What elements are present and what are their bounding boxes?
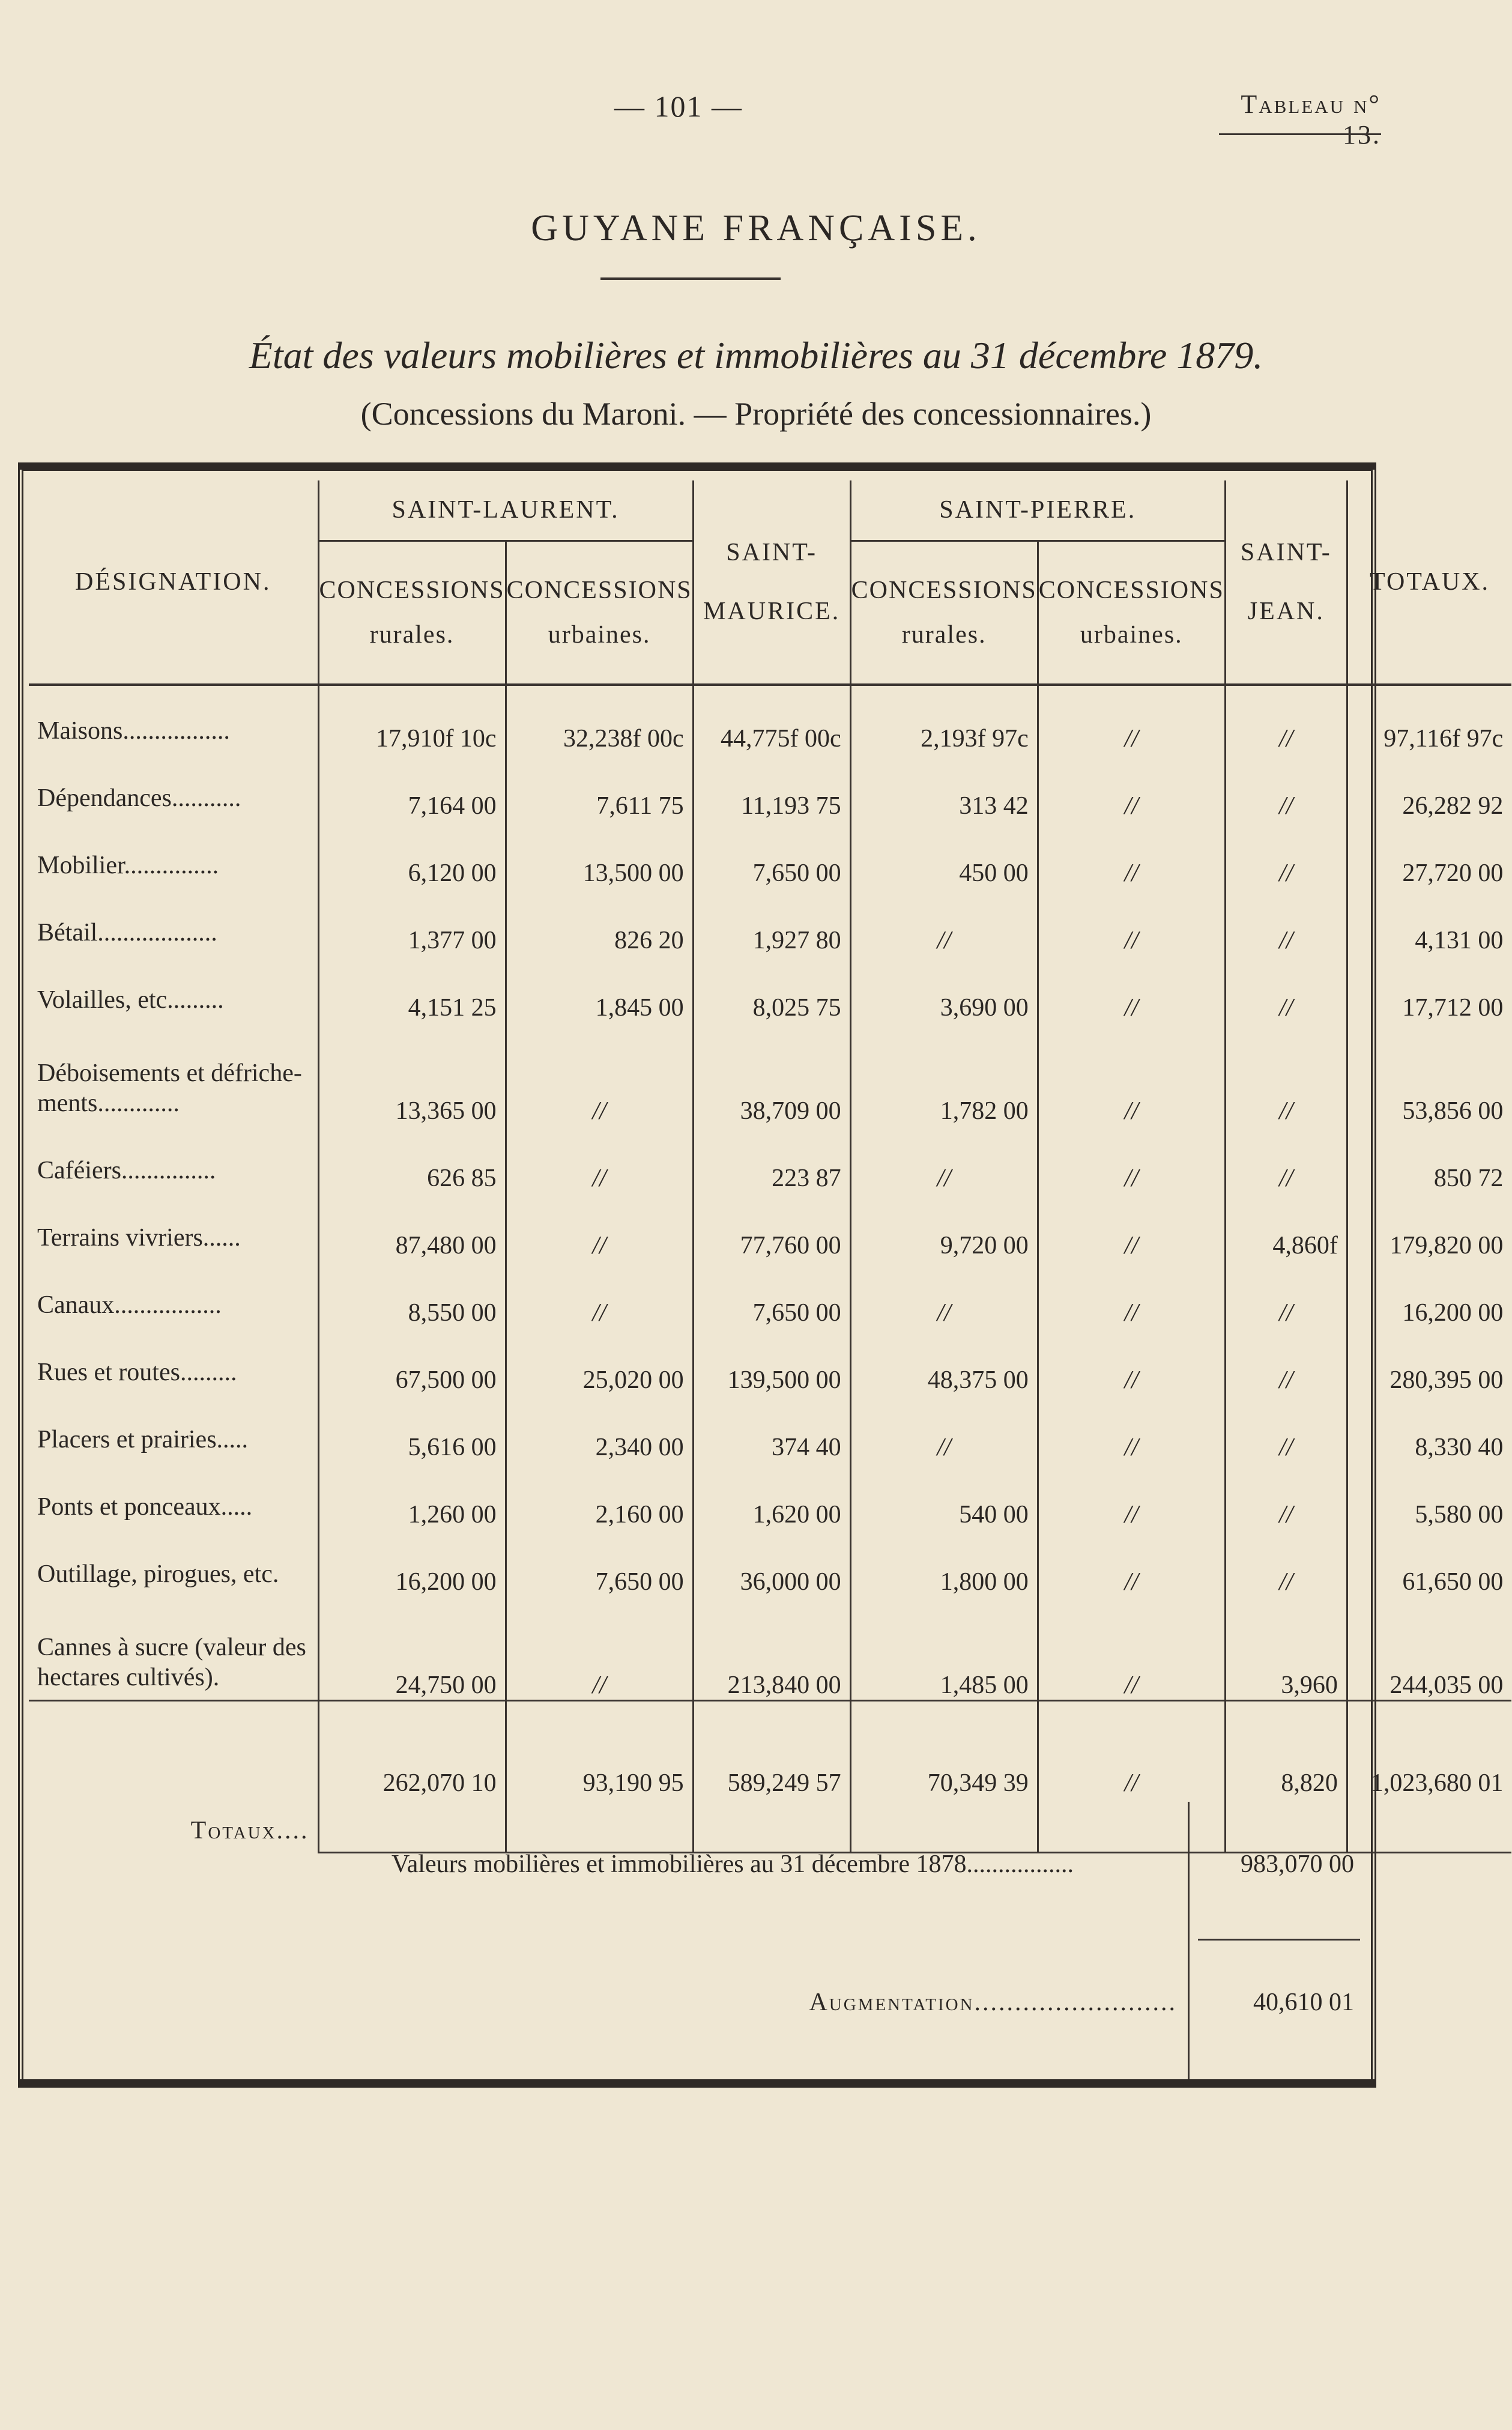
cell: 1,927 80 [693, 888, 850, 955]
cell: 1,023,680 01 [1347, 1701, 1511, 1853]
row-label: Ponts et ponceaux..... [37, 1493, 253, 1521]
table-row [29, 1327, 1511, 1395]
cell: // [1225, 753, 1347, 820]
cell: // [1038, 1529, 1225, 1596]
cell: // [1225, 820, 1347, 888]
cell: // [1038, 1193, 1225, 1260]
cell: 5,580 00 [1347, 1462, 1511, 1529]
cell: 16,200 00 [1347, 1260, 1511, 1327]
cell: 4,860f [1225, 1193, 1347, 1260]
cell: 626 85 [318, 1126, 506, 1193]
table-row [29, 753, 1511, 820]
row-label: Outillage, pirogues, etc. [37, 1560, 279, 1588]
cell: 3,960 [1225, 1596, 1347, 1701]
sp-urbaines-header-1: CONCESSIONS [1038, 576, 1224, 604]
table-row [29, 1529, 1511, 1596]
cell: // [850, 888, 1038, 955]
row-label: Mobilier............... [37, 852, 219, 879]
page-title: GUYANE FRANÇAISE. [531, 208, 981, 249]
table-row [29, 1395, 1511, 1462]
sl-urbaines-header-1: CONCESSIONS [506, 576, 692, 604]
cell: // [506, 1260, 693, 1327]
cell: 139,500 00 [693, 1327, 850, 1395]
cell: // [1038, 888, 1225, 955]
cell: // [1038, 1260, 1225, 1327]
table-row [29, 685, 1511, 753]
cell: 38,709 00 [693, 1022, 850, 1126]
cell: 1,782 00 [850, 1022, 1038, 1126]
augmentation-value: 40,610 01 [1253, 1989, 1354, 2016]
saint-pierre-header: SAINT-PIERRE. [850, 480, 1225, 541]
cell: // [1038, 1462, 1225, 1529]
prev-year-value: 983,070 00 [1241, 1850, 1354, 1878]
cell: 26,282 92 [1347, 753, 1511, 820]
cell: // [850, 1260, 1038, 1327]
cell: // [1225, 888, 1347, 955]
sl-urbaines-header-2: urbaines. [548, 620, 651, 649]
cell: 17,910f 10c [318, 685, 506, 753]
cell: 8,330 40 [1347, 1395, 1511, 1462]
prev-year-label: Valeurs mobilières et immobilières au 31 décembre 1878................. [391, 1850, 1074, 1878]
cell: // [850, 1395, 1038, 1462]
cell: 13,500 00 [506, 820, 693, 888]
cell: // [1225, 1462, 1347, 1529]
cell: 223 87 [693, 1126, 850, 1193]
cell: 2,193f 97c [850, 685, 1038, 753]
cell: 25,020 00 [506, 1327, 693, 1395]
sp-rurales-header [850, 541, 1038, 685]
row-label: Rues et routes......... [37, 1359, 237, 1386]
cell: 7,650 00 [693, 820, 850, 888]
cell: 16,200 00 [318, 1529, 506, 1596]
cell: 1,800 00 [850, 1529, 1038, 1596]
sp-urbaines-header [1038, 541, 1225, 685]
title-rule [600, 277, 781, 280]
cell: 8,820 [1225, 1701, 1347, 1853]
table-row [29, 1260, 1511, 1327]
cell: 7,611 75 [506, 753, 693, 820]
sl-rurales-header-1: CONCESSIONS [319, 576, 505, 604]
cell: 27,720 00 [1347, 820, 1511, 888]
cell: 4,151 25 [318, 955, 506, 1022]
cell: 262,070 10 [318, 1701, 506, 1853]
cell: 53,856 00 [1347, 1022, 1511, 1126]
cell: // [1225, 685, 1347, 753]
cell: // [850, 1126, 1038, 1193]
cell: // [1038, 685, 1225, 753]
cell: 11,193 75 [693, 753, 850, 820]
cell: 48,375 00 [850, 1327, 1038, 1395]
table-row [29, 955, 1511, 1022]
cell: 2,340 00 [506, 1395, 693, 1462]
cell: 61,650 00 [1347, 1529, 1511, 1596]
cell: // [1225, 1327, 1347, 1395]
saint-jean-header-2: JEAN. [1247, 598, 1325, 625]
cell: 36,000 00 [693, 1529, 850, 1596]
table-row [29, 1022, 1511, 1126]
cell: 313 42 [850, 753, 1038, 820]
cell: 826 20 [506, 888, 693, 955]
cell: 5,616 00 [318, 1395, 506, 1462]
cell: // [1225, 955, 1347, 1022]
cell: 4,131 00 [1347, 888, 1511, 955]
sl-rurales-header-2: rurales. [369, 620, 455, 649]
cell: 77,760 00 [693, 1193, 850, 1260]
table-row [29, 1462, 1511, 1529]
cell: // [506, 1596, 693, 1701]
row-label: Placers et prairies..... [37, 1426, 249, 1453]
totals-label: Totaux.... [190, 1816, 309, 1844]
values-table [29, 480, 1511, 1853]
cell: 24,750 00 [318, 1596, 506, 1701]
row-label: Canaux................. [37, 1291, 222, 1319]
cell: // [1038, 955, 1225, 1022]
cell: 9,720 00 [850, 1193, 1038, 1260]
row-label: Caféiers............... [37, 1157, 216, 1184]
row-label: Dépendances........... [37, 784, 241, 812]
cell: 7,650 00 [506, 1529, 693, 1596]
cell: 87,480 00 [318, 1193, 506, 1260]
cell: // [1038, 1327, 1225, 1395]
saint-jean-header [1225, 480, 1347, 685]
table-number: Tableau n° 13. [1241, 89, 1381, 150]
row-label: Maisons................. [37, 717, 230, 745]
sl-urbaines-header [506, 541, 693, 685]
table-row [29, 1596, 1511, 1701]
cell: 67,500 00 [318, 1327, 506, 1395]
cell: 13,365 00 [318, 1022, 506, 1126]
cell: // [1225, 1395, 1347, 1462]
augmentation-label: Augmentation......................... [809, 1989, 1177, 2016]
row-label: Volailles, etc......... [37, 986, 224, 1014]
cell: // [1225, 1260, 1347, 1327]
cell: 589,249 57 [693, 1701, 850, 1853]
cell: // [1038, 753, 1225, 820]
cell: 6,120 00 [318, 820, 506, 888]
saint-maurice-header [693, 480, 850, 685]
cell: // [506, 1193, 693, 1260]
cell: 450 00 [850, 820, 1038, 888]
summary-rule [1198, 1939, 1360, 1941]
cell: // [1225, 1126, 1347, 1193]
cell: // [1038, 1022, 1225, 1126]
cell: 1,845 00 [506, 955, 693, 1022]
table-row [29, 888, 1511, 955]
cell: 1,260 00 [318, 1462, 506, 1529]
cell: 244,035 00 [1347, 1596, 1511, 1701]
totals-row [29, 1701, 1511, 1853]
cell: 1,485 00 [850, 1596, 1038, 1701]
cell: 8,550 00 [318, 1260, 506, 1327]
cell: 97,116f 97c [1347, 685, 1511, 753]
row-label: Déboisements et défriche-ments............. [37, 1059, 302, 1117]
cell: 1,377 00 [318, 888, 506, 955]
page-number: — 101 — [614, 89, 743, 123]
saint-maurice-header-1: SAINT- [726, 539, 818, 566]
cell: 850 72 [1347, 1126, 1511, 1193]
sp-urbaines-header-2: urbaines. [1080, 620, 1183, 649]
cell: 280,395 00 [1347, 1327, 1511, 1395]
summary-divider [1188, 1802, 1190, 2079]
cell: 213,840 00 [693, 1596, 850, 1701]
cell: 93,190 95 [506, 1701, 693, 1853]
table-row [29, 1126, 1511, 1193]
sl-rurales-header [318, 541, 506, 685]
cell: 1,620 00 [693, 1462, 850, 1529]
table-row [29, 820, 1511, 888]
cell: // [1038, 1701, 1225, 1853]
cell: 8,025 75 [693, 955, 850, 1022]
cell: 7,650 00 [693, 1260, 850, 1327]
totaux-header: TOTAUX. [1347, 480, 1511, 685]
cell: 179,820 00 [1347, 1193, 1511, 1260]
cell: 32,238f 00c [506, 685, 693, 753]
table-top-rule [18, 462, 1376, 470]
saint-jean-header-1: SAINT- [1240, 539, 1332, 566]
cell: 374 40 [693, 1395, 850, 1462]
cell: // [1038, 1126, 1225, 1193]
table-number-rule [1219, 133, 1381, 138]
cell: // [1225, 1022, 1347, 1126]
table-bottom-rule [18, 2079, 1376, 2088]
cell: // [1038, 820, 1225, 888]
cell: // [1225, 1529, 1347, 1596]
designation-header: DÉSIGNATION. [29, 480, 318, 685]
cell: // [506, 1126, 693, 1193]
cell: 44,775f 00c [693, 685, 850, 753]
cell: 17,712 00 [1347, 955, 1511, 1022]
table-row [29, 1193, 1511, 1260]
cell: 3,690 00 [850, 955, 1038, 1022]
row-label: Cannes à sucre (valeur des hectares cultivés). [37, 1634, 306, 1691]
sp-rurales-header-1: CONCESSIONS [851, 576, 1037, 604]
cell: 540 00 [850, 1462, 1038, 1529]
saint-laurent-header: SAINT-LAURENT. [318, 480, 693, 541]
saint-maurice-header-2: MAURICE. [703, 598, 841, 625]
row-label: Terrains vivriers...... [37, 1224, 241, 1252]
subtitle-secondary: (Concessions du Maroni. — Propriété des concessionnaires.) [360, 396, 1152, 432]
cell: 7,164 00 [318, 753, 506, 820]
cell: // [506, 1022, 693, 1126]
cell: 70,349 39 [850, 1701, 1038, 1853]
subtitle: État des valeurs mobilières et immobilières au 31 décembre 1879. [249, 334, 1263, 377]
cell: // [1038, 1596, 1225, 1701]
cell: 2,160 00 [506, 1462, 693, 1529]
cell: // [1038, 1395, 1225, 1462]
row-label: Bétail................... [37, 919, 217, 947]
sp-rurales-header-2: rurales. [901, 620, 987, 649]
